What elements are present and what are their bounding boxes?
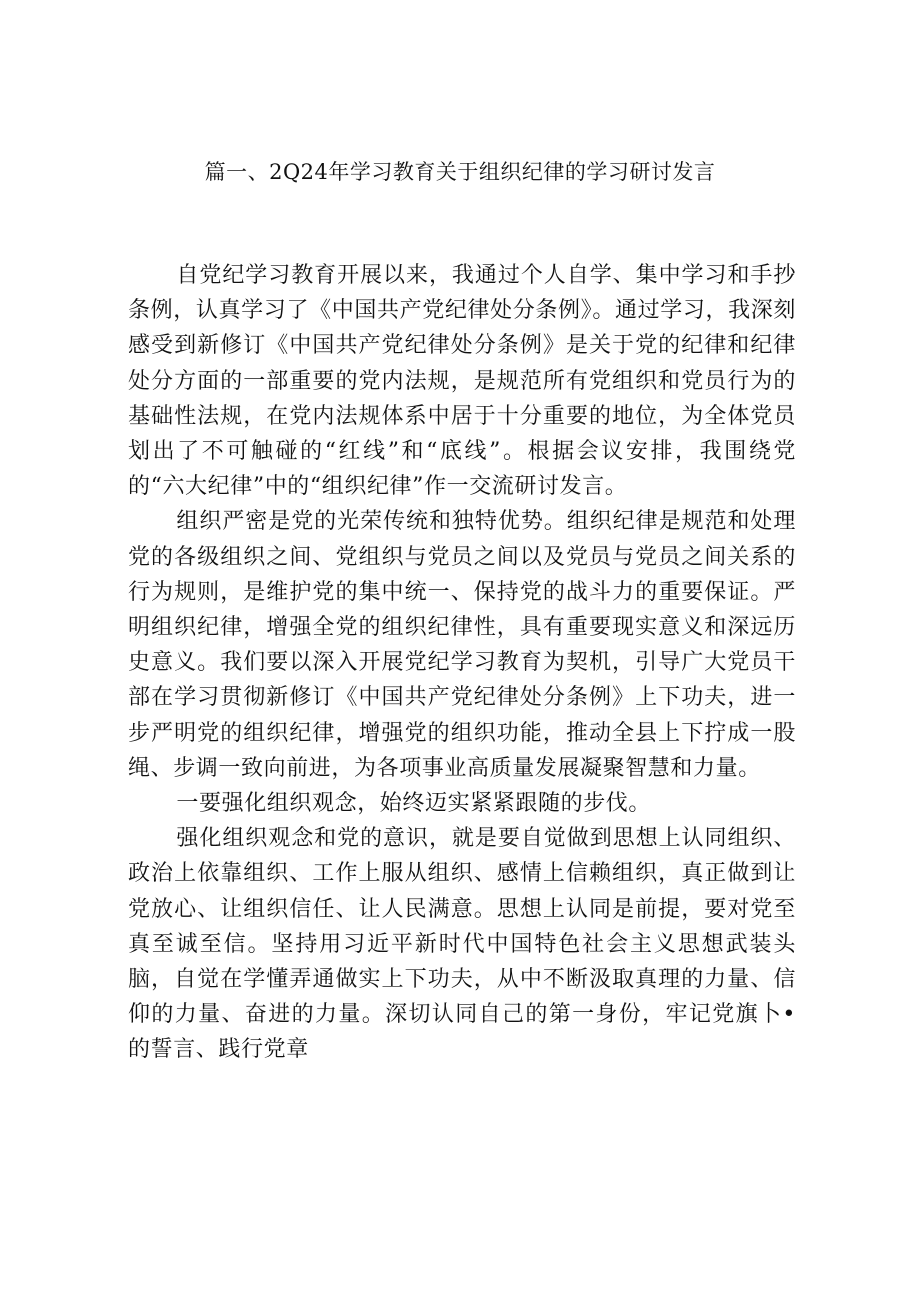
document-title: 篇一、2Q24年学习教育关于组织纪律的学习研讨发言 [204,160,716,184]
paragraph-organization-discipline: 组织严密是党的光荣传统和独特优势。组织纪律是规范和处理党的各级组织之间、党组织与党员之间以及党员与党员之间关系的行为规则，是维护党的集中统一、保持党的战斗力的重要保证。严明组织纪律，增强全党的组织纪律性，具有重要现实意义和深远历史意义。我们要以深入开展党纪学习教育为契机，引导广大党员干部在学习贯彻新修订《中国共产党纪律处分条例》上下功夫，进一步严明党的组织纪律，增强党的组织功能，推动全县上下拧成一股绳、步调一致向前进，为各项事业高质量发展凝聚智慧和力量。 [128,509,796,781]
document-body [128,258,796,1068]
paragraph-intro: 自党纪学习教育开展以来，我通过个人自学、集中学习和手抄条例，认真学习了《中国共产党纪律处分条例》。通过学习，我深刻感受到新修订《中国共产党纪律处分条例》是关于党的纪律和纪律处分方面的一部重要的党内法规，是规范所有党组织和党员行为的基础性法规，在党内法规体系中居于十分重要的地位，为全体党员划出了不可触碰的“红线”和“底线”。根据会议安排，我围绕党的“六大纪律”中的“组织纪律”作一交流研讨发言。 [128,263,796,500]
paragraph-organization-concept: 强化组织观念和党的意识，就是要自觉做到思想上认同组织、政治上依靠组织、工作上服从组织、感情上信赖组织，真正做到让党放心、让组织信任、让人民满意。思想上认同是前提，要对党至真至诚至信。坚持用习近平新时代中国特色社会主义思想武装头脑，自觉在学懂弄通做实上下功夫，从中不断汲取真理的力量、信仰的力量、奋进的力量。深切认同自己的第一身份，牢记党旗卜•的誓言、践行党章 [128,826,796,1063]
paragraph-section-heading: 一要强化组织观念，始终迈实紧紧跟随的步伐。 [176,791,651,817]
